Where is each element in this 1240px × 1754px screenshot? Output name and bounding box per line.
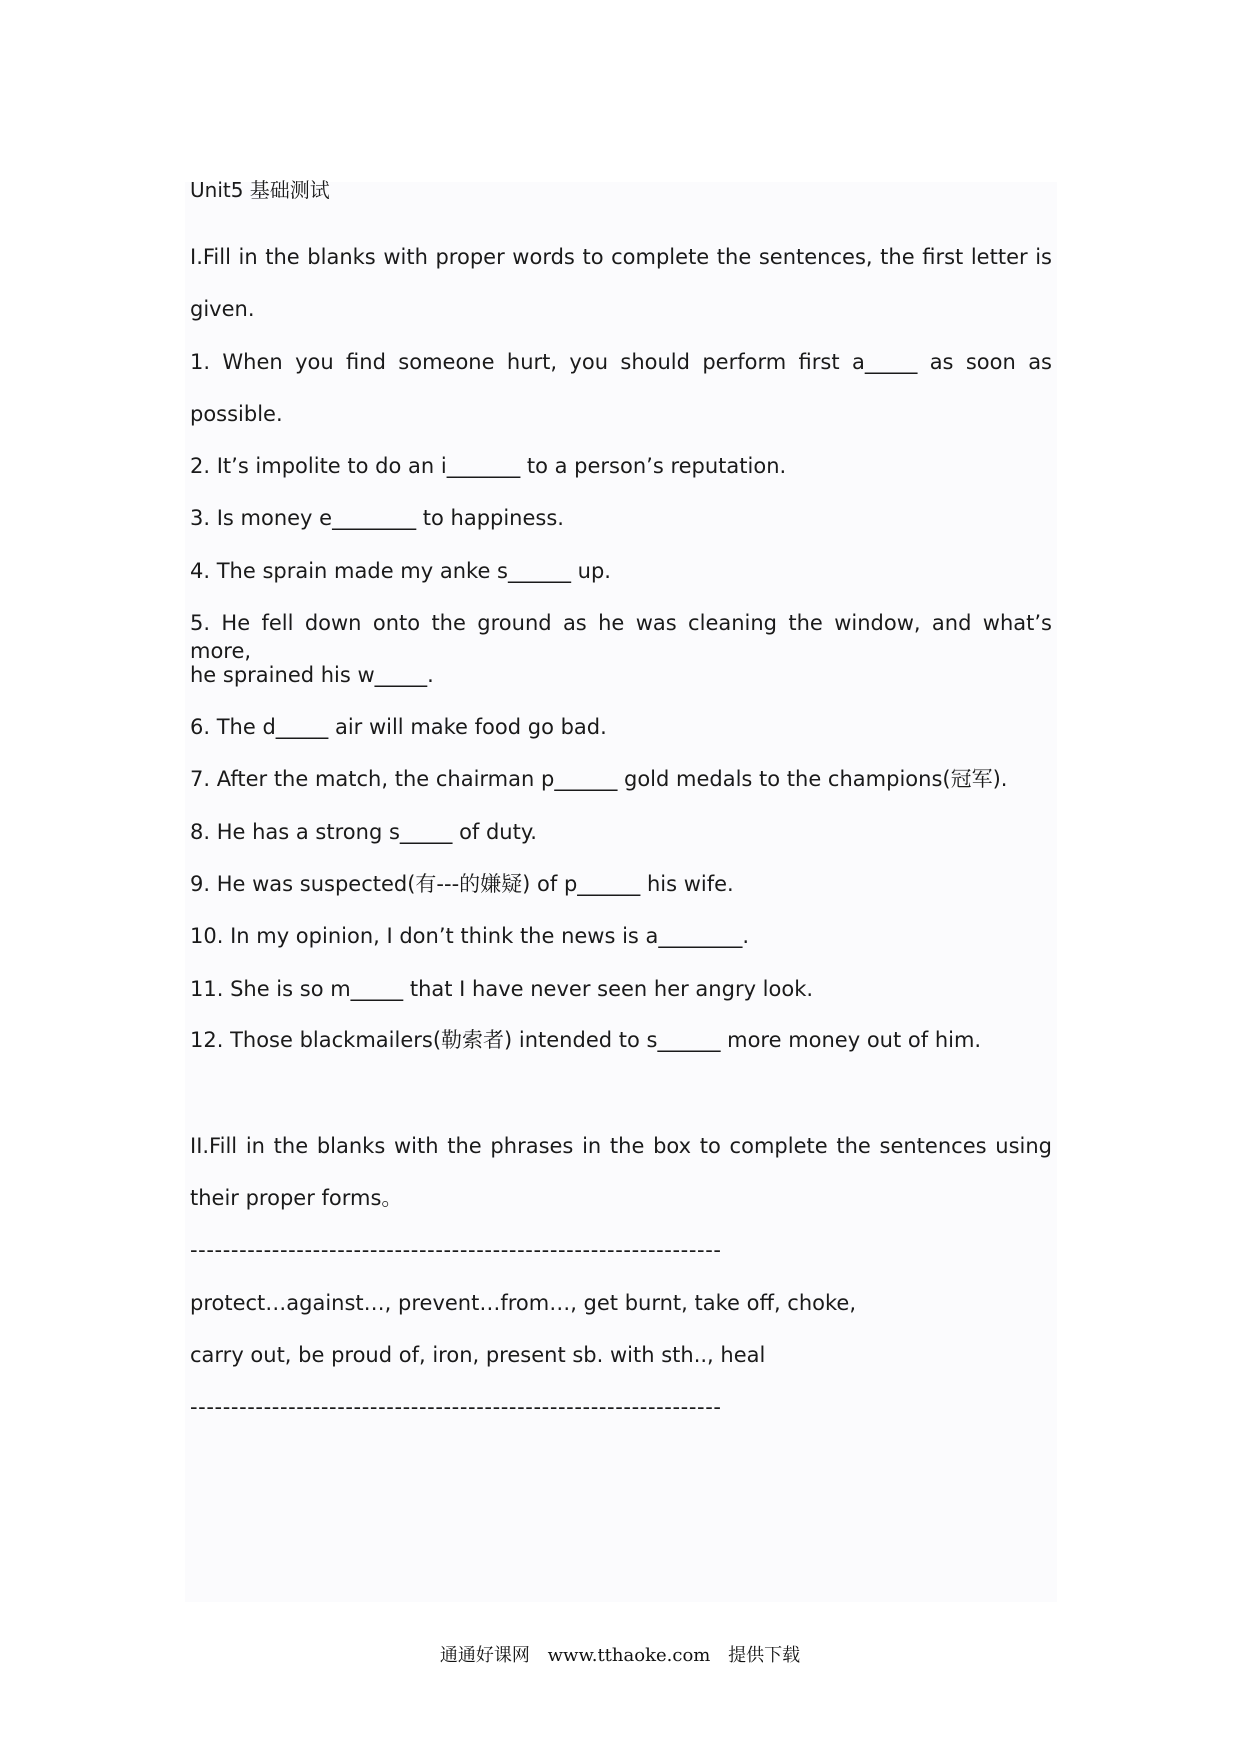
question-4: 4. The sprain made my anke s______ up. bbox=[190, 559, 611, 583]
question-12: 12. Those blackmailers(勒索者) intended to s______ more money out of him. bbox=[190, 1028, 982, 1052]
question-7: 7. After the match, the chairman p______ gold medals to the champions(冠军). bbox=[190, 767, 1008, 791]
question-1-cont: possible. bbox=[190, 402, 283, 426]
section2-instruction-cont: their proper forms。 bbox=[190, 1186, 403, 1210]
footer-site-name: 通通好课网 bbox=[439, 1645, 530, 1666]
phrase-box-bottom-divider: ----------------------------------------------------------------- bbox=[190, 1395, 722, 1419]
section1-instruction-cont: given. bbox=[190, 297, 255, 321]
question-8: 8. He has a strong s_____ of duty. bbox=[190, 820, 537, 844]
phrase-box-line-2: carry out, be proud of, iron, present sb. with sth.., heal bbox=[190, 1343, 766, 1367]
question-10: 10. In my opinion, I don’t think the news is a________. bbox=[190, 924, 750, 948]
footer-tagline: 提供下载 bbox=[728, 1645, 801, 1666]
section2-instruction: II.Fill in the blanks with the phrases in the box to complete the sentences using bbox=[190, 1134, 1052, 1158]
question-2: 2. It’s impolite to do an i_______ to a person’s reputation. bbox=[190, 454, 787, 478]
question-9: 9. He was suspected(有---的嫌疑) of p______ his wife. bbox=[190, 872, 734, 896]
question-11: 11. She is so m_____ that I have never seen her angry look. bbox=[190, 977, 814, 1001]
phrase-box-top-divider: ----------------------------------------------------------------- bbox=[190, 1238, 722, 1262]
question-5-cont: he sprained his w_____. bbox=[190, 663, 434, 687]
section1-instruction: I.Fill in the blanks with proper words to complete the sentences, the first letter is bbox=[190, 245, 1052, 269]
question-5: 5. He fell down onto the ground as he was cleaning the window, and what’s more, bbox=[190, 611, 1052, 663]
page-title: Unit5 基础测试 bbox=[190, 178, 330, 202]
document-body bbox=[185, 178, 1057, 1602]
question-6: 6. The d_____ air will make food go bad. bbox=[190, 715, 607, 739]
page-footer bbox=[0, 1641, 1240, 1667]
phrase-box-line-1: protect…against…, prevent…from…, get burnt, take off, choke, bbox=[190, 1291, 857, 1315]
question-3: 3. Is money e________ to happiness. bbox=[190, 506, 564, 530]
footer-url[interactable]: www.tthaoke.com bbox=[547, 1645, 711, 1666]
question-1: 1. When you find someone hurt, you should perform first a_____ as soon as bbox=[190, 350, 1052, 374]
